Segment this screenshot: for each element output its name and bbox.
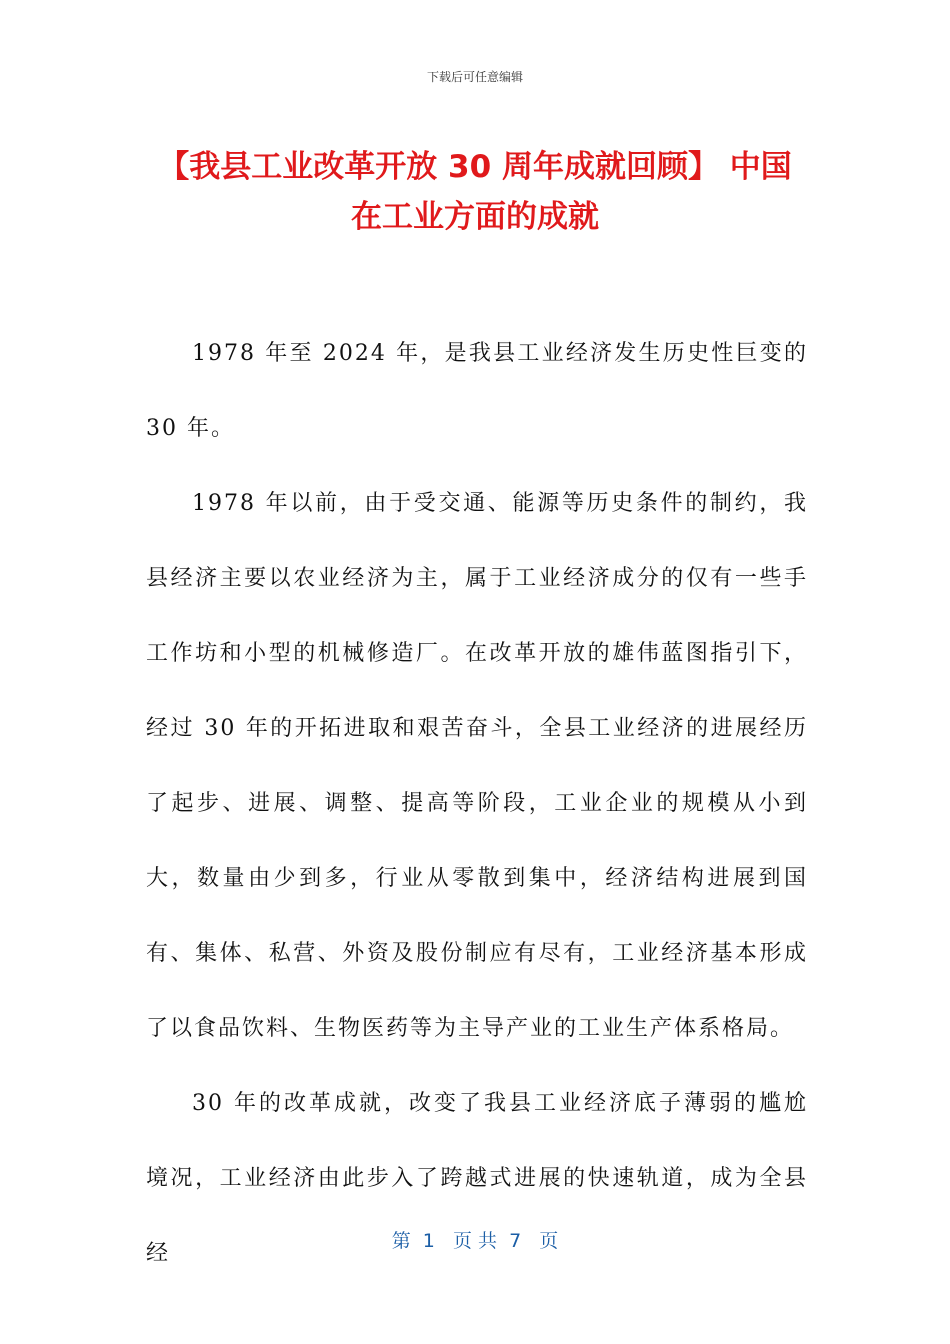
paragraph-3: 30 年的改革成就，改变了我县工业经济底子薄弱的尴尬境况，工业经济由此步入了跨越式进展的快速轨道，成为全县经 — [146, 1091, 808, 1266]
page-number-footer: 第 1 页 共 7 页 — [391, 1230, 559, 1252]
document-title: 【我县工业改革开放 30 周年成就回顾】 中国在工业方面的成就 — [158, 149, 792, 235]
paragraph-2: 1978 年以前，由于受交通、能源等历史条件的制约，我县经济主要以农业经济为主，属于工业经济成分的仅有一些手工作坊和小型的机械修造厂。在改革开放的雄伟蓝图指引下，经过 30 年的开拓进取和艰苦奋斗，全县工业经济的进展经历了起步、进展、调整、提高等阶段，工业企业的规模从小到大，数量由少到多，行业从零散到集中，经济结构进展到国有、集体、私营、外资及股份制应有尽有，工业经济基本形成了以食品饮料、生物医药等为主导产业的工业生产体系格局。 — [146, 491, 808, 1041]
paragraph-1: 1978 年至 2024 年，是我县工业经济发生历史性巨变的 30 年。 — [146, 341, 808, 441]
header-note: 下载后可任意编辑 — [426, 70, 523, 84]
document-body — [146, 316, 808, 1291]
